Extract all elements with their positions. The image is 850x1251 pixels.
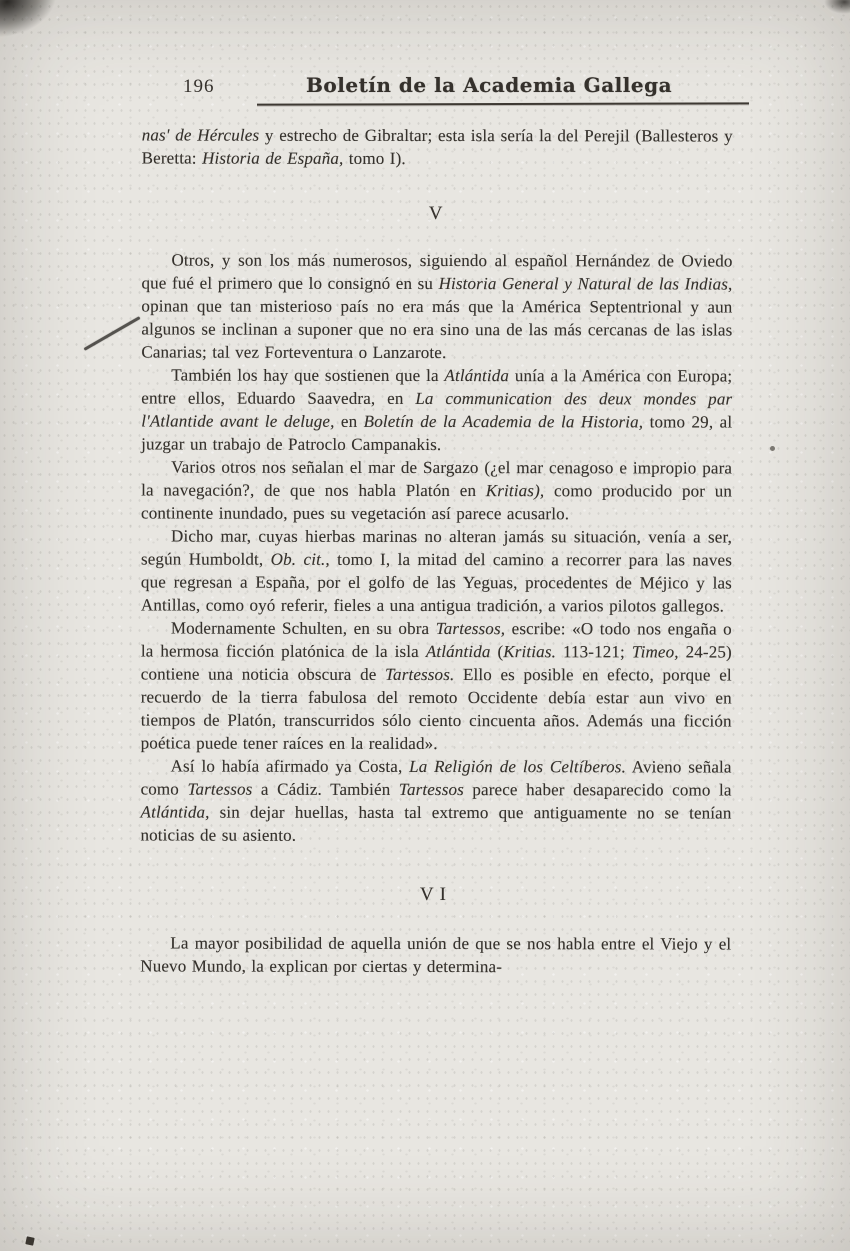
scan-artifact-pen-stroke: [84, 316, 141, 351]
scan-artifact-right-speck: [770, 446, 775, 451]
paragraph: También los hay que sostienen que la Atlántida unía a la América con Europa; entre ellos, Eduardo Saavedra, en La communication des deux mondes par l'Atlantide avant le deluge, en Boletín de la Academia de la Historia, tomo 29, al juzgar un trabajo de Patroclo Campanakis.: [141, 365, 733, 455]
journal-running-title: Boletín de la Academia Gallega: [306, 73, 673, 97]
paragraph: Otros, y son los más numerosos, siguiendo al español Hernández de Oviedo que fué el primero que lo consignó en su Historia General y Natural de las Indias, opinan que tan misterioso país no era más que la América Septentrional y aun algunos se inclinan a suponer que no era sino una de las más cercanas de las islas Canarias; tal vez Forteventura o Lanzarote.: [141, 250, 733, 363]
paragraph: Varios otros nos señalan el mar de Sargazo (¿el mar cenagoso e impropio para la navegación?, de que nos habla Platón en Kritias), como producido por un continente inundado, pues su vegetación así parece acusarlo.: [141, 457, 733, 524]
scan-artifact-top-right-smudge: [824, 0, 850, 14]
paragraph-continuation: nas' de Hércules y estrecho de Gibraltar; esta isla sería la del Perejil (Ballesteros y Beretta: Historia de España, tomo I).: [141, 125, 733, 168]
scan-artifact-top-left-smudge: [0, 0, 63, 40]
paragraph: La mayor posibilidad de aquella unión de que se nos habla entre el Viejo y el Nuevo Mundo, la explican por ciertas y determina-: [140, 933, 732, 977]
paragraph: Modernamente Schulten, en su obra Tartessos, escribe: «O todo nos engaña o la hermosa ficción platónica de la isla Atlántida (Kritias. 113-121; Timeo, 24-25) contiene una noticia obscura de Tartessos. Ello es posible en efecto, porque el recuerdo de la tierra fabulosa del remoto Occidente debía estar aun vivo en tiempos de Platón, transcurridos sólo ciento cincuenta años. Además una ficción poética puede tener raíces en la realidad».: [140, 618, 732, 754]
section-heading-vi: VI: [419, 883, 452, 906]
text-column: [140, 123, 732, 978]
paragraph: Dicho mar, cuyas hierbas marinas no alteran jamás su situación, venía a ser, según Humboldt, Ob. cit., tomo I, la mitad del camino a recorrer para las naves que regresan a España, por el golfo de las Yeguas, procedentes de Méjico y las Antillas, como oyó referir, fieles a una antigua tradición, a varios pilotos gallegos.: [140, 526, 733, 616]
paragraph: Así lo había afirmado ya Costa, La Religión de los Celtíberos. Avieno señala como Tartessos a Cádiz. También Tartessos parece haber desaparecido como la Atlántida, sin dejar huellas, hasta tal extremo que antiguamente no se tenían noticias de su asiento.: [140, 756, 732, 845]
header-rule: [257, 102, 749, 105]
section-heading-v: V: [428, 202, 446, 225]
page-number: 196: [183, 76, 215, 97]
scan-artifact-bottom-left-speck: [25, 1236, 34, 1245]
